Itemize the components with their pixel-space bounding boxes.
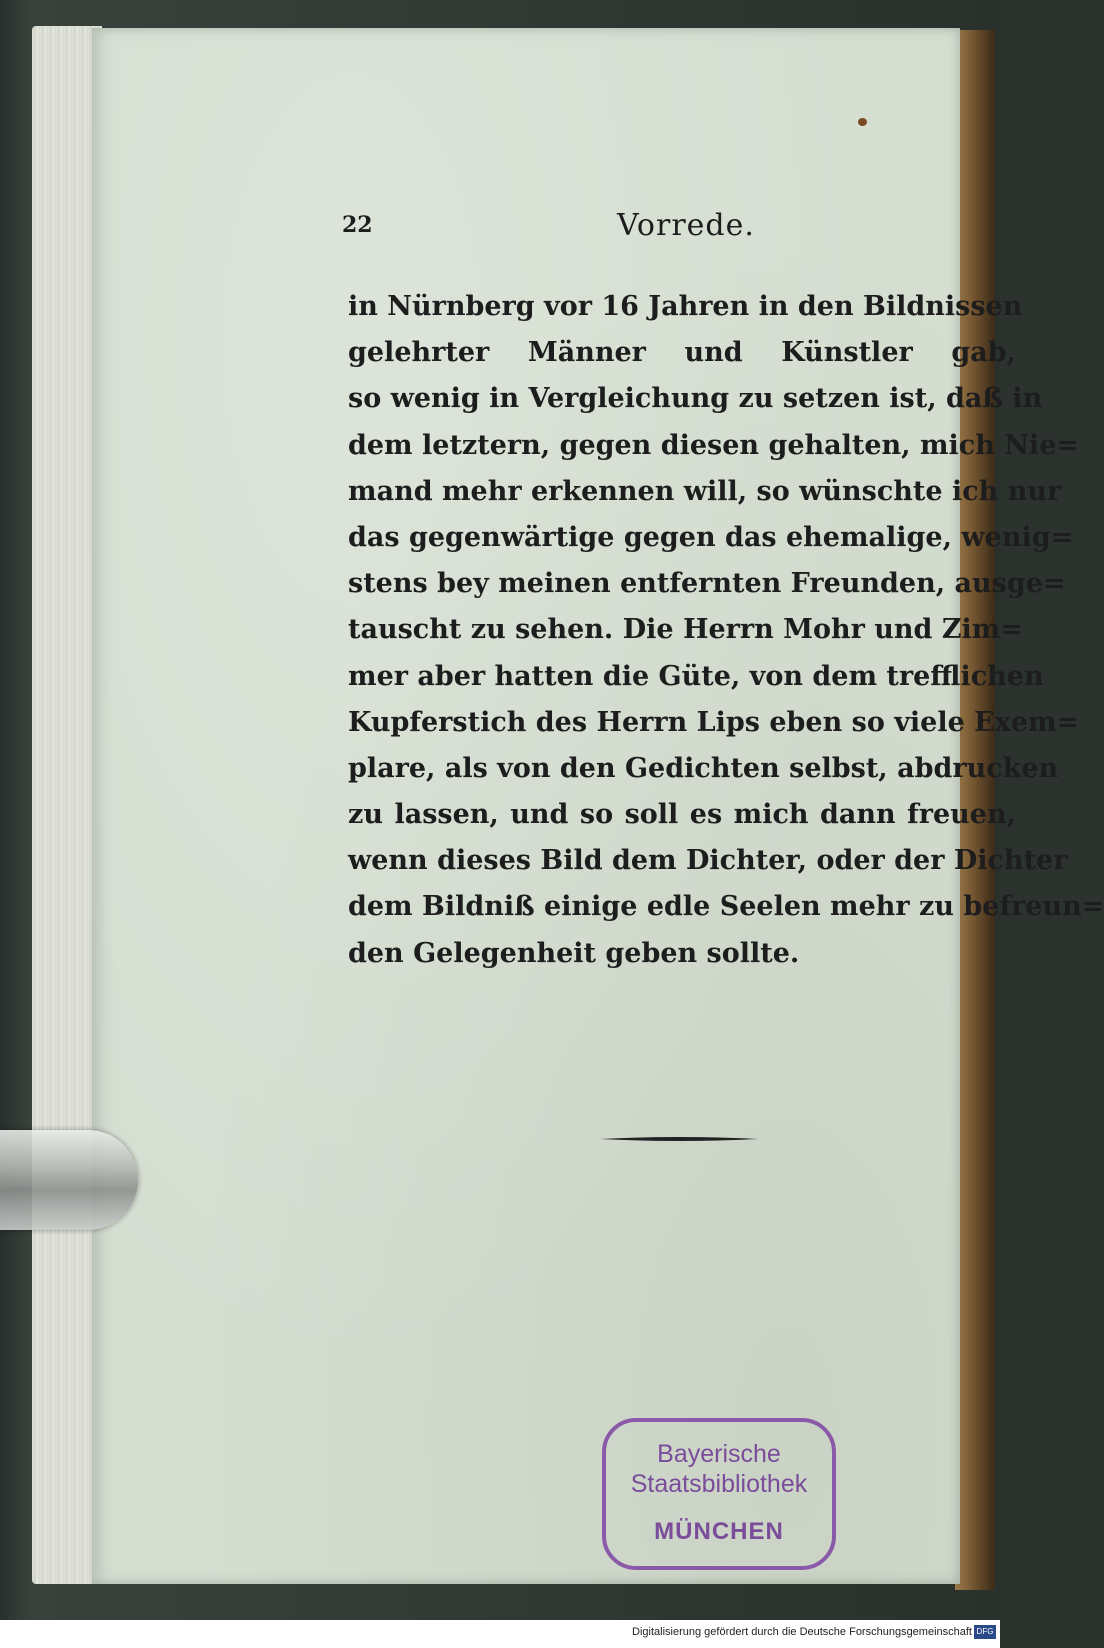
page-header <box>92 208 960 252</box>
stamp-line-bayerische: Bayerische <box>657 1440 781 1468</box>
digitization-footer <box>0 1620 1000 1648</box>
decorative-rule <box>600 1136 758 1142</box>
text-line: den Gelegenheit geben sollte. <box>348 937 800 969</box>
page-number: 22 <box>342 212 373 238</box>
text-line: mand mehr erkennen will, so wünschte ich nur <box>348 475 1062 507</box>
dfg-logo: DFG <box>974 1625 996 1639</box>
text-line: zu lassen, und so soll es mich dann freuen, <box>348 799 1016 831</box>
footer-credit: Digitalisierung gefördert durch die Deutsche Forschungsgemeinschaft <box>632 1626 972 1638</box>
text-line: gelehrter Männer und Künstler gab, <box>348 337 1016 369</box>
book-page <box>92 28 1104 1584</box>
text-line: stens bey meinen entfernten Freunden, ausge= <box>348 568 1066 600</box>
paper-speck <box>858 118 867 126</box>
text-line: plare, als von den Gedichten selbst, abdrucken <box>348 752 1059 784</box>
stamp-line-staatsbibliothek: Staatsbibliothek <box>630 1470 808 1498</box>
page-clip <box>0 1130 138 1230</box>
stamp-line-muenchen: MÜNCHEN <box>654 1518 784 1545</box>
text-line: das gegenwärtige gegen das ehemalige, wenig= <box>348 521 1074 553</box>
text-line: Kupferstich des Herrn Lips eben so viele Exem= <box>348 706 1080 738</box>
text-line: mer aber hatten die Güte, von dem trefflichen <box>348 660 1044 692</box>
text-line: dem Bildniß einige edle Seelen mehr zu befreun= <box>348 891 1104 923</box>
running-head: Vorrede. <box>617 208 755 243</box>
text-line: wenn dieses Bild dem Dichter, oder der Dichter <box>348 845 1068 877</box>
text-line: dem letztern, gegen diesen gehalten, mich Nie= <box>348 429 1079 461</box>
library-stamp <box>602 1418 836 1570</box>
text-line: in Nürnberg vor 16 Jahren in den Bildnissen <box>348 291 1023 322</box>
text-line: tauscht zu sehen. Die Herrn Mohr und Zim= <box>348 614 1023 646</box>
body-text <box>348 284 1104 977</box>
text-line: so wenig in Vergleichung zu setzen ist, daß in <box>348 383 1043 415</box>
